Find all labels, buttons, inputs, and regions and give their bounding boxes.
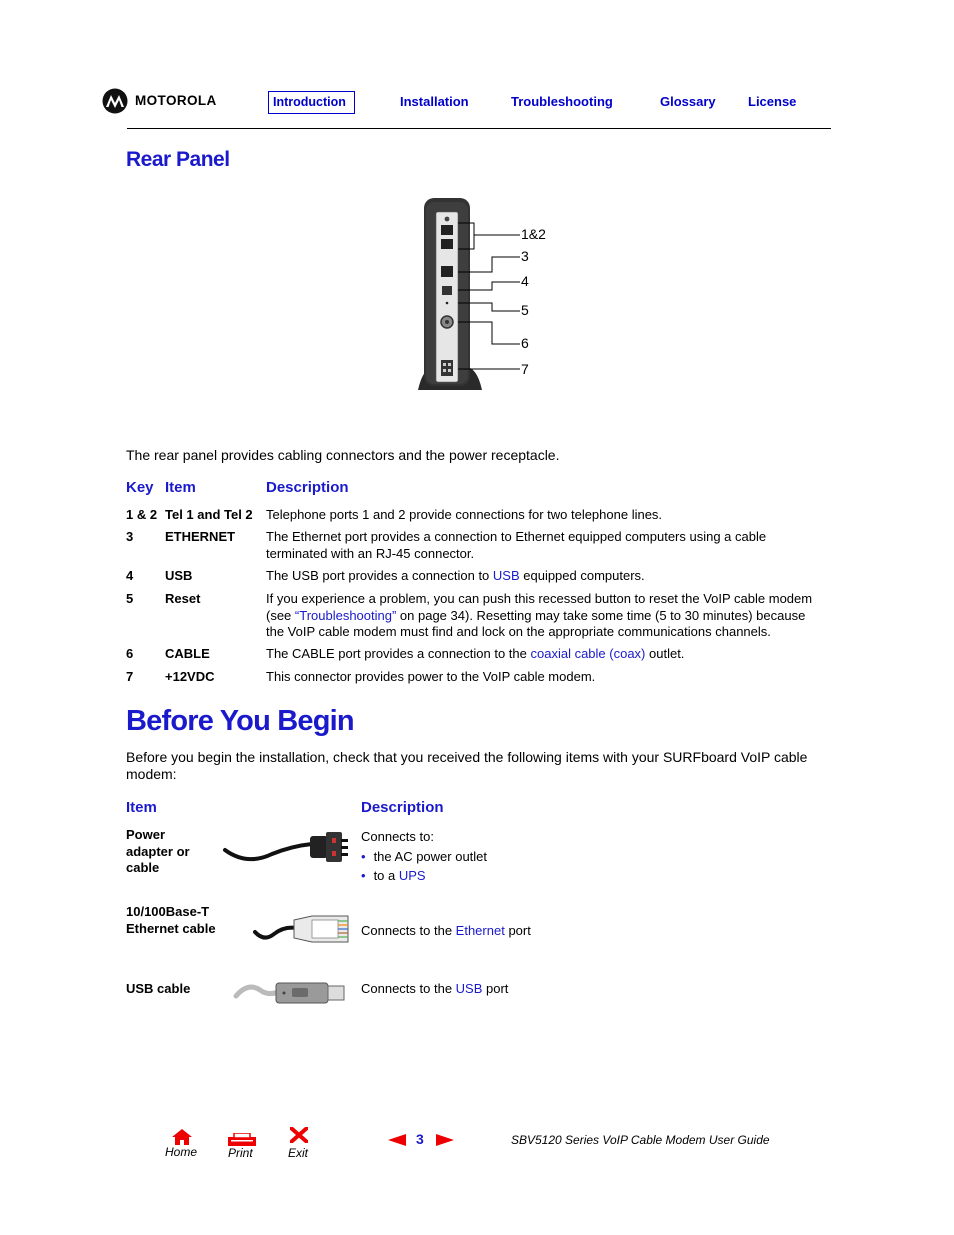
label-line: 10/100Base-T	[126, 904, 210, 919]
callout-4: 4	[521, 273, 529, 289]
prev-page-button[interactable]	[388, 1133, 406, 1145]
callout-1-2: 1&2	[521, 226, 546, 242]
col-description: Description	[361, 799, 444, 816]
header-rule	[127, 128, 831, 129]
row-item: CABLE	[165, 646, 210, 661]
row-desc	[266, 529, 766, 562]
row-key: 1 & 2	[126, 507, 158, 522]
row-desc-text: The CABLE port provides a connection to the	[266, 646, 531, 661]
row-desc-text: on page 34). Resetting may take some time (5 to 30 minutes) because	[396, 607, 806, 623]
before-intro	[126, 749, 807, 783]
col-key: Key	[126, 479, 154, 496]
arrow-right-icon	[436, 1134, 454, 1146]
ethernet-cable-icon	[252, 912, 350, 944]
power-cable-image	[222, 828, 350, 868]
label-line: cable	[126, 860, 160, 875]
motorola-logo	[102, 88, 242, 114]
col-description: Description	[266, 479, 349, 496]
row-item: ETHERNET	[165, 529, 236, 544]
ups-link[interactable]: UPS	[398, 868, 426, 883]
troubleshooting-link[interactable]: “Troubleshooting”	[294, 607, 397, 623]
row-key: 6	[126, 646, 134, 661]
desc-text: port	[482, 981, 509, 996]
usb-link[interactable]: USB	[455, 981, 483, 996]
power-desc	[361, 827, 487, 886]
row-desc	[266, 591, 812, 641]
motorola-batwing-icon	[102, 88, 128, 114]
row-desc-text: The USB port provides a connection to	[266, 568, 493, 583]
row-desc: This connector provides power to the VoIP cable modem.	[266, 669, 596, 684]
power-desc-line: Connects to:	[361, 829, 434, 844]
row-item: +12VDC	[165, 669, 215, 684]
row-desc-line	[266, 608, 812, 625]
bullet-item	[361, 866, 487, 886]
guide-title: SBV5120 Series VoIP Cable Modem User Guide	[511, 1133, 770, 1147]
ethernet-desc	[361, 923, 531, 940]
before-you-begin-heading: Before You Begin	[126, 705, 354, 737]
rear-panel-intro: The rear panel provides cabling connectors and the power receptacle.	[126, 447, 560, 463]
bullet-item	[361, 847, 487, 867]
row-key: 7	[126, 669, 134, 684]
power-adapter-label	[126, 827, 190, 877]
callout-5: 5	[521, 302, 529, 318]
printer-icon	[228, 1133, 256, 1146]
row-key: 5	[126, 591, 134, 606]
col-item: Item	[126, 799, 157, 816]
label-line: Ethernet cable	[126, 920, 216, 936]
usb-cable-image	[232, 976, 348, 1006]
before-intro-line: Before you begin the installation, check that you received the following items with your SURFboard VoIP cable	[126, 749, 808, 765]
row-key: 4	[126, 568, 134, 583]
next-page-button[interactable]	[436, 1133, 454, 1145]
modem-rear-panel-illustration	[410, 192, 560, 398]
nav-installation[interactable]: Installation	[400, 94, 469, 109]
exit-button[interactable]	[286, 1127, 316, 1161]
row-item: USB	[165, 568, 193, 583]
row-desc	[266, 646, 684, 663]
usb-cable-icon	[232, 976, 348, 1006]
arrow-left-icon	[388, 1134, 406, 1146]
callout-3: 3	[521, 248, 529, 264]
page-number: 3	[416, 1131, 424, 1147]
label-line: Power	[126, 827, 166, 842]
bullet-icon: •	[361, 868, 366, 883]
desc-text: Connects to the	[361, 981, 456, 996]
nav-license[interactable]: License	[748, 94, 797, 109]
row-desc-text: equipped computers.	[519, 568, 645, 583]
row-item: Tel 1 and Tel 2	[165, 507, 253, 522]
row-item: Reset	[165, 591, 201, 606]
row-desc-line: the VoIP cable modem must find and lock on the appropriate communications channels.	[266, 624, 771, 639]
bullet-icon: •	[361, 848, 366, 864]
row-desc-text: (see	[266, 607, 295, 623]
nav-glossary[interactable]: Glossary	[660, 94, 716, 109]
exit-label: Exit	[288, 1146, 309, 1160]
usb-link[interactable]: USB	[492, 568, 520, 583]
nav-troubleshooting[interactable]: Troubleshooting	[511, 94, 613, 109]
before-intro-line: modem:	[126, 766, 177, 782]
row-desc	[266, 568, 645, 585]
print-button[interactable]	[226, 1133, 260, 1161]
usb-desc	[361, 981, 508, 998]
brand-name: MOTOROLA	[135, 93, 217, 108]
desc-text: port	[504, 923, 531, 938]
home-button[interactable]	[164, 1129, 200, 1159]
row-desc: Telephone ports 1 and 2 provide connections for two telephone lines.	[266, 507, 663, 522]
callout-7: 7	[521, 361, 529, 377]
row-key: 3	[126, 529, 134, 544]
callout-6: 6	[521, 335, 529, 351]
row-desc-line: If you experience a problem, you can push this recessed button to reset the VoIP cable modem	[266, 591, 813, 606]
ethernet-cable-label	[126, 904, 216, 937]
row-desc-line: The Ethernet port provides a connection to Ethernet equipped computers using a cable	[266, 529, 767, 544]
col-item: Item	[165, 479, 196, 496]
home-label: Home	[165, 1145, 198, 1159]
desc-text: Connects to the	[361, 923, 456, 938]
row-desc-text: outlet.	[645, 646, 685, 661]
label-line: adapter or	[126, 843, 190, 859]
ethernet-link[interactable]: Ethernet	[455, 923, 505, 938]
nav-introduction[interactable]: Introduction	[268, 91, 355, 114]
print-label: Print	[228, 1146, 253, 1160]
exit-x-icon	[290, 1127, 308, 1143]
rear-panel-figure	[410, 192, 560, 398]
coax-link[interactable]: coaxial cable (coax)	[530, 646, 646, 661]
power-cable-icon	[222, 828, 350, 868]
ethernet-cable-image	[252, 912, 350, 944]
usb-cable-label: USB cable	[126, 981, 191, 996]
home-icon	[172, 1129, 192, 1145]
row-desc-line: terminated with an RJ-45 connector.	[266, 545, 475, 561]
bullet-text: to a	[373, 868, 399, 883]
bullet-text: the AC power outlet	[373, 848, 488, 864]
rear-panel-heading: Rear Panel	[126, 148, 230, 171]
